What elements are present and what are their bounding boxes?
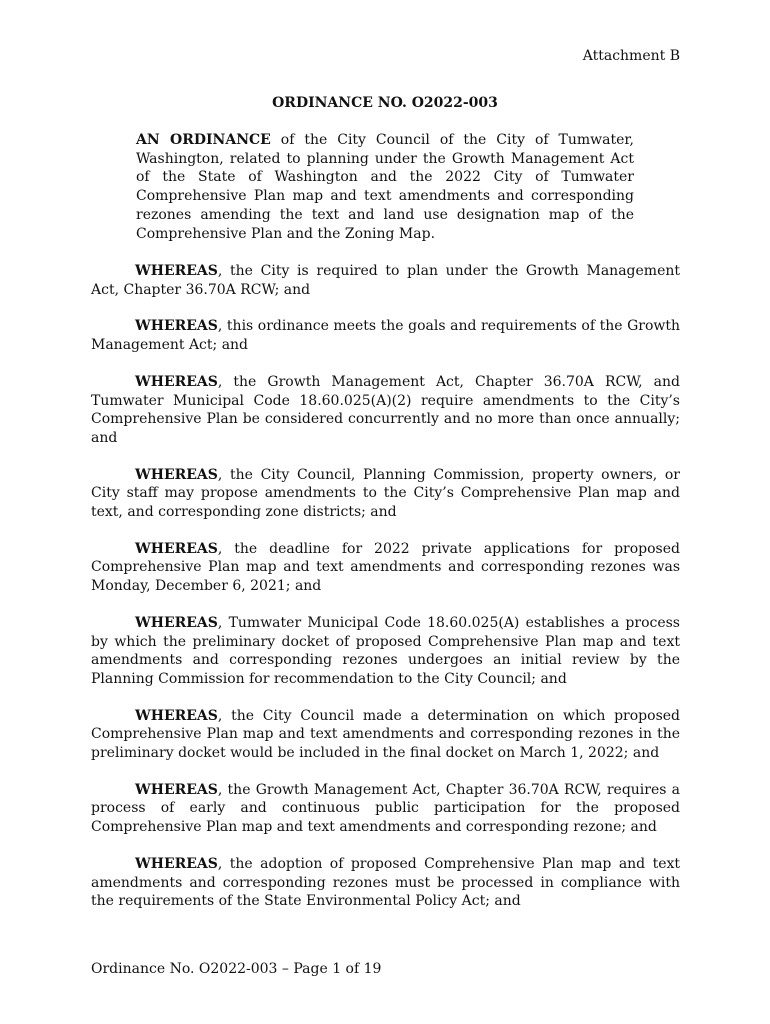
whereas-paragraph xyxy=(91,317,680,354)
whereas-label: WHEREAS xyxy=(135,466,218,483)
whereas-text: , the deadline for 2022 private applications for proposed Comprehensive Plan map and text amendments and corresponding rezones was Monday, December 6, 2021; and xyxy=(91,540,680,595)
whereas-paragraph xyxy=(91,540,680,596)
whereas-paragraph xyxy=(91,466,680,522)
preamble-text: of the City Council of the City of Tumwater, Washington, related to planning under the Growth Management Act of the State of Washington and the 2022 City of Tumwater Comprehensive Plan map and text amendments and corresponding rezones amending the text and land use designation map of the Comprehensive Plan and the Zoning Map. xyxy=(136,132,634,242)
attachment-label: Attachment B xyxy=(582,48,680,64)
whereas-label: WHEREAS xyxy=(135,540,218,557)
whereas-label: WHEREAS xyxy=(135,263,218,279)
whereas-paragraph xyxy=(91,262,680,299)
whereas-text: , the City Council made a determination on which proposed Comprehensive Plan map and text amendments and corresponding rezones in the preliminary docket would be included in the final docket on March 1, 2022; and xyxy=(91,707,680,762)
whereas-label: WHEREAS xyxy=(135,781,218,798)
ordinance-preamble xyxy=(136,131,634,243)
whereas-text: , the adoption of proposed Comprehensive Plan map and text amendments and corresponding rezones must be processed in compliance with the requirements of the State Environmental Policy Act; and xyxy=(91,855,680,910)
whereas-paragraph xyxy=(91,614,680,689)
ordinance-title: ORDINANCE NO. O2022-003 xyxy=(272,95,498,111)
preamble-lead: AN ORDINANCE xyxy=(136,132,271,148)
whereas-label: WHEREAS xyxy=(135,614,218,631)
page-footer: Ordinance No. O2022-003 – Page 1 of 19 xyxy=(91,961,382,977)
whereas-paragraph xyxy=(91,855,680,911)
whereas-label: WHEREAS xyxy=(135,318,218,335)
whereas-paragraph xyxy=(91,781,680,837)
whereas-paragraph xyxy=(91,373,680,448)
whereas-paragraph xyxy=(91,707,680,763)
whereas-label: WHEREAS xyxy=(135,855,218,872)
whereas-clauses xyxy=(91,262,680,929)
whereas-text: , the City Council, Planning Commission, property owners, or City staff may propose amendments to the City’s Comprehensive Plan map and text, and corresponding zone districts; and xyxy=(91,466,680,521)
whereas-label: WHEREAS xyxy=(135,373,218,390)
whereas-label: WHEREAS xyxy=(135,707,218,724)
whereas-text: , the Growth Management Act, Chapter 36.70A RCW, requires a process of early and continuous public participation for the proposed Comprehensive Plan map and text amendments and corresponding rezone; and xyxy=(91,781,680,836)
whereas-text: , Tumwater Municipal Code 18.60.025(A) establishes a process by which the preliminary docket of proposed Comprehensive Plan map and text amendments and corresponding rezones undergoes an initial review by the Planning Commission for recommendation to the City Council; and xyxy=(91,614,680,687)
whereas-text: , this ordinance meets the goals and requirements of the Growth Management Act; and xyxy=(91,318,680,354)
whereas-text: , the Growth Management Act, Chapter 36.70A RCW, and Tumwater Municipal Code 18.60.025(A)(2) require amendments to the City’s Comprehensive Plan be considered concurrently and no more than once annually; and xyxy=(91,373,680,446)
whereas-text: , the City is required to plan under the Growth Management Act, Chapter 36.70A RCW; and xyxy=(91,263,680,298)
